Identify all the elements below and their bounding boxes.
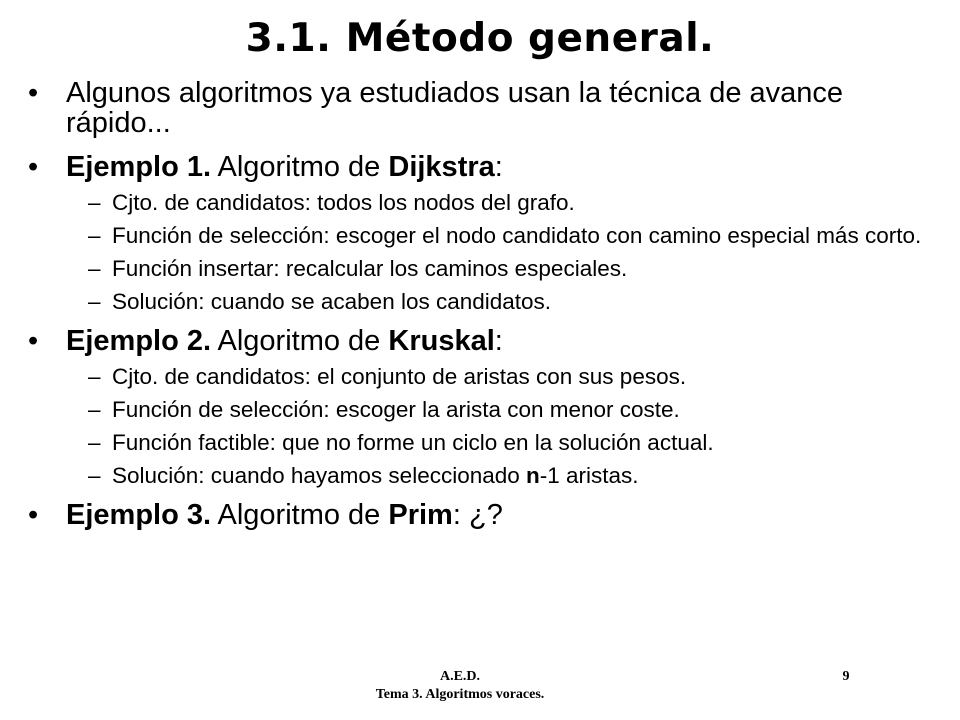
dash-mark: –	[88, 256, 101, 281]
example-1-mid: Algoritmo de	[211, 151, 389, 183]
dash-mark: –	[88, 223, 101, 248]
example-2-sub-post: -1 aristas.	[539, 463, 639, 488]
example-2-sub	[28, 463, 938, 488]
example-3-mid: Algoritmo de	[211, 499, 389, 531]
bullet-example-2	[28, 326, 938, 356]
page-number: 9	[842, 669, 850, 684]
example-2-sub	[28, 397, 938, 422]
example-1-sub	[28, 190, 938, 215]
footer-line-1: A.E.D.	[439, 669, 481, 684]
dash-mark: –	[88, 364, 101, 389]
example-2-name: Kruskal	[388, 325, 495, 357]
example-2-sub-text: Función factible: que no forme un ciclo en la solución actual.	[112, 430, 714, 455]
example-2-sub-text: Cjto. de candidatos: el conjunto de aristas con sus pesos.	[112, 364, 687, 389]
dash-mark: –	[88, 289, 101, 314]
example-2-sub	[28, 430, 938, 455]
example-2-sub-text: Solución: cuando hayamos seleccionado	[112, 463, 527, 488]
example-1-sub	[28, 223, 938, 248]
example-2-post: :	[494, 325, 503, 357]
bullet-example-1	[28, 152, 938, 182]
bullet-mark: •	[28, 325, 39, 357]
example-2-label: Ejemplo 2.	[66, 325, 212, 357]
example-2-sub	[28, 364, 938, 389]
slide-title: 3.1. Método general.	[245, 16, 715, 61]
example-3-label: Ejemplo 3.	[66, 499, 212, 531]
example-2-sub-bold: n	[526, 463, 540, 488]
example-1-sub	[28, 289, 938, 314]
bullet-mark: •	[28, 499, 39, 531]
example-1-label: Ejemplo 1.	[66, 151, 212, 183]
example-3-name: Prim	[388, 499, 453, 531]
example-1-name: Dijkstra	[388, 151, 495, 183]
bullet-mark: •	[28, 151, 39, 183]
bullet-example-3	[28, 500, 938, 530]
bullet-intro	[28, 78, 938, 138]
dash-mark: –	[88, 430, 101, 455]
bullet-intro-text: Algunos algoritmos ya estudiados usan la técnica de avance rápido...	[66, 77, 844, 139]
example-1-sub-text: Cjto. de candidatos: todos los nodos del grafo.	[112, 190, 575, 215]
example-1-sub	[28, 256, 938, 281]
example-1-sub-text: Solución: cuando se acaben los candidatos.	[112, 289, 552, 314]
example-2-sub-text: Función de selección: escoger la arista con menor coste.	[112, 397, 680, 422]
example-1-post: :	[494, 151, 503, 183]
dash-mark: –	[88, 190, 101, 215]
example-2-mid: Algoritmo de	[211, 325, 389, 357]
example-3-post: : ¿?	[452, 499, 503, 531]
footer-line-2: Tema 3. Algoritmos voraces.	[375, 687, 545, 702]
dash-mark: –	[88, 463, 101, 488]
bullet-mark: •	[28, 77, 39, 109]
slide-content	[28, 68, 938, 530]
footer-course	[345, 668, 575, 704]
example-1-sub-text: Función insertar: recalcular los caminos especiales.	[112, 256, 628, 281]
example-1-sub-text: Función de selección: escoger el nodo candidato con camino especial más corto.	[112, 223, 922, 248]
dash-mark: –	[88, 397, 101, 422]
